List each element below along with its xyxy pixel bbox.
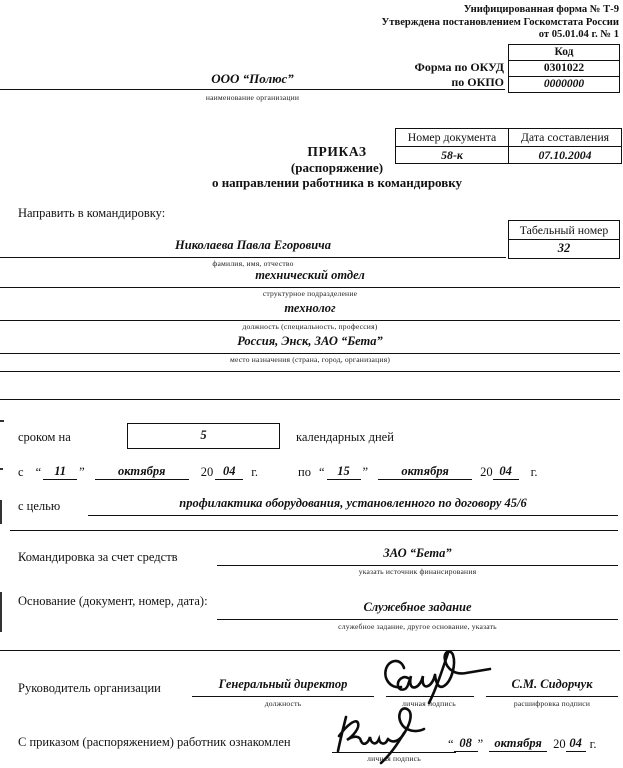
title-subname: (распоряжение) [290,159,384,175]
ack-year: 04 [566,736,586,752]
duration-suffix: календарных дней [296,430,394,444]
head-sign-caption: личная подпись [402,699,456,708]
scan-artifact [0,592,2,632]
purpose-field: профилактика оборудования, установленного по договору 45/6 [88,496,618,516]
duration-days-box: 5 [127,423,280,449]
to-day: 15 [327,464,361,480]
to-century: 20 [480,465,493,479]
funding-label: Командировка за счет средств [18,550,178,564]
to-label: по [298,465,311,479]
funding-caption: указать источник финансирования [358,567,477,576]
empty-line-1 [0,371,620,372]
doc-number-header: Номер документа [407,130,497,144]
to-close-quote: ” [362,465,369,479]
organization-underline [0,75,505,90]
head-position-caption: должность [264,699,302,708]
title-order: ПРИКАЗ [307,144,367,159]
employee-name-field: Николаева Павла Егоровича [0,238,506,258]
destination-caption: место назначения (страна, город, организация) [229,355,391,364]
from-close-quote: ” [79,465,85,479]
form-approval-date: от 05.01.04 г. № 1 [538,29,619,40]
scan-artifact [0,468,3,470]
from-century: 20 [200,465,214,479]
personnel-number-header: Табельный номер [509,221,619,240]
send-label: Направить в командировку: [18,206,166,220]
position-caption: должность (специальность, профессия) [242,322,378,331]
to-open-quote: “ [318,465,325,479]
employee-name-caption: фамилия, имя, отчество [212,259,294,268]
head-position-field: Генеральный директор [192,677,374,697]
ack-sign-caption: личная подпись [367,754,421,763]
from-year: 04 [215,464,243,480]
code-header: Код [554,46,574,58]
form-approved-by: Утверждена постановлением Госкомстата России [381,16,619,28]
department-field: технический отдел [0,268,620,288]
document-title [202,144,472,191]
personnel-number-value: 32 [557,241,571,255]
purpose-label: с целью [18,499,61,513]
personnel-number-box [508,220,620,259]
to-month: октября [378,464,472,480]
head-label: Руководитель организации [18,681,161,695]
ack-date-line [448,734,596,752]
ack-label: С приказом (распоряжением) работник ознакомлен [18,735,291,749]
doc-number-value: 58-к [396,146,508,163]
head-name-caption: расшифровка подписи [513,699,591,708]
scan-artifact [0,500,2,524]
form-approval-header [259,4,619,42]
duration-label: сроком на [18,430,71,444]
code-table [508,44,620,93]
funding-field: ЗАО “Бета” [217,546,618,566]
ack-year-suffix: г. [589,737,597,751]
section-divider [0,650,620,651]
okpo-code: 0000000 [509,76,619,92]
ack-open-quote: “ [448,737,454,751]
organization-caption: наименование организации [205,93,300,102]
ack-month: октября [489,736,547,752]
ack-day: 08 [454,736,478,752]
title-subject: о направлении работника в командировку [211,175,463,190]
basis-label: Основание (документ, номер, дата): [18,594,208,608]
department-caption: структурное подразделение [262,289,358,298]
from-label: с [18,465,24,479]
from-day: 11 [43,464,77,480]
doc-date-value: 07.10.2004 [508,146,621,163]
director-signature [378,648,496,706]
form-name: Унифицированная форма № Т-9 [463,4,619,15]
basis-field: Служебное задание [217,600,618,620]
organization-name: ООО “Полюс” [211,71,294,86]
empty-line-2 [0,399,620,400]
from-open-quote: “ [35,465,42,479]
period-line [18,462,537,480]
from-year-suffix: г. [251,465,259,479]
ack-close-quote: ” [477,737,484,751]
destination-field: Россия, Энск, ЗАО “Бета” [0,334,620,354]
basis-caption: служебное задание, другое основание, указать [338,622,497,631]
head-name-field: С.М. Сидорчук [486,677,618,697]
from-month: октября [95,464,189,480]
position-field: технолог [0,301,620,321]
okud-code: 0301022 [509,60,619,76]
okpo-label: по ОКПО [451,75,504,89]
scan-artifact [0,420,4,422]
to-year-suffix: г. [530,465,538,479]
doc-date-header: Дата составления [508,129,621,146]
okud-label: Форма по ОКУД [414,60,504,74]
empty-line-3 [10,530,618,531]
ack-century: 20 [553,737,566,751]
to-year: 04 [493,464,519,480]
